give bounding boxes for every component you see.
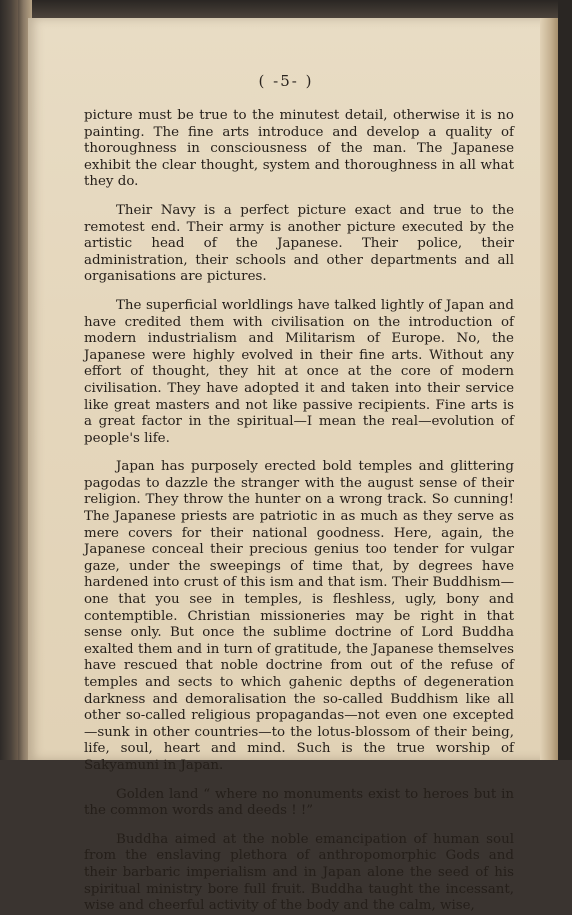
page-edge-shadow xyxy=(540,18,558,760)
paragraph: The superficial worldlings have talked lightly of Japan and have credited them with civilisation on the introduction of modern industrialism and Militarism of Europe. No, the Japanese were highly evolved in their fine arts. Without any effort of thought, they hit at once at the core of modern civilisation. They have adopted it and taken into their service like great masters and not like passive recipients. Fine arts is a great factor in the spiritual—I mean the real—evolution of people's life. xyxy=(84,297,514,446)
scan-right-border xyxy=(558,0,572,760)
facing-page-strip xyxy=(0,0,18,760)
paragraph: Golden land “ where no monuments exist to heroes but in the common words and deeds ! !” xyxy=(84,786,514,819)
scan-top-border xyxy=(0,0,572,18)
paragraph: Buddha aimed at the noble emancipation of human soul from the enslaving plethora of anthropomorphic Gods and their barbaric imperialism and in Japan alone the seed of his spiritual ministry bore full fruit. Buddha taught the incessant, wise and cheerful activity of the body and the calm, wise, xyxy=(84,831,514,914)
page-body-text xyxy=(84,108,514,915)
page-number-header: ( -5- ) xyxy=(258,72,314,90)
paragraph: Japan has purposely erected bold temples and glittering pagodas to dazzle the stranger with the august sense of their religion. They throw the hunter on a wrong track. So cunning! The Japanese priests are patriotic in as much as they serve as mere covers for their national goodness. Here, again, the Japanese conceal their precious genius too tender for vulgar gaze, under the sweepings of time that, by degrees have hardened into crust of this ism and that ism. Their Buddhism—one that you see in temples, is fleshless, ugly, bony and contemptible. Christian missioneries may be right in that sense only. But once the sublime doctrine of Lord Buddha exalted them and in turn of gratitude, the Japanese themselves have rescued that noble doctrine from out of the refuse of temples and sects to which gahenic depths of degeneration darkness and demoralisation the so-called Buddhism like all other so-called religious propagandas—not even one excepted—sunk in other countries—to the lotus-blossom of their being, life, soul, heart and mind. Such is the true worship of Sakyamuni in Japan. xyxy=(84,459,514,773)
paragraph: Their Navy is a perfect picture exact and true to the remotest end. Their army is another picture executed by the artistic head of the Japanese. Their police, their administration, their schools and other departments and all organisations are pictures. xyxy=(84,202,514,285)
paragraph: picture must be true to the minutest detail, otherwise it is no painting. The fine arts introduce and develop a quality of thoroughness in consciousness of the man. The Japanese exhibit the clear thought, system and thoroughness in all what they do. xyxy=(84,108,514,190)
